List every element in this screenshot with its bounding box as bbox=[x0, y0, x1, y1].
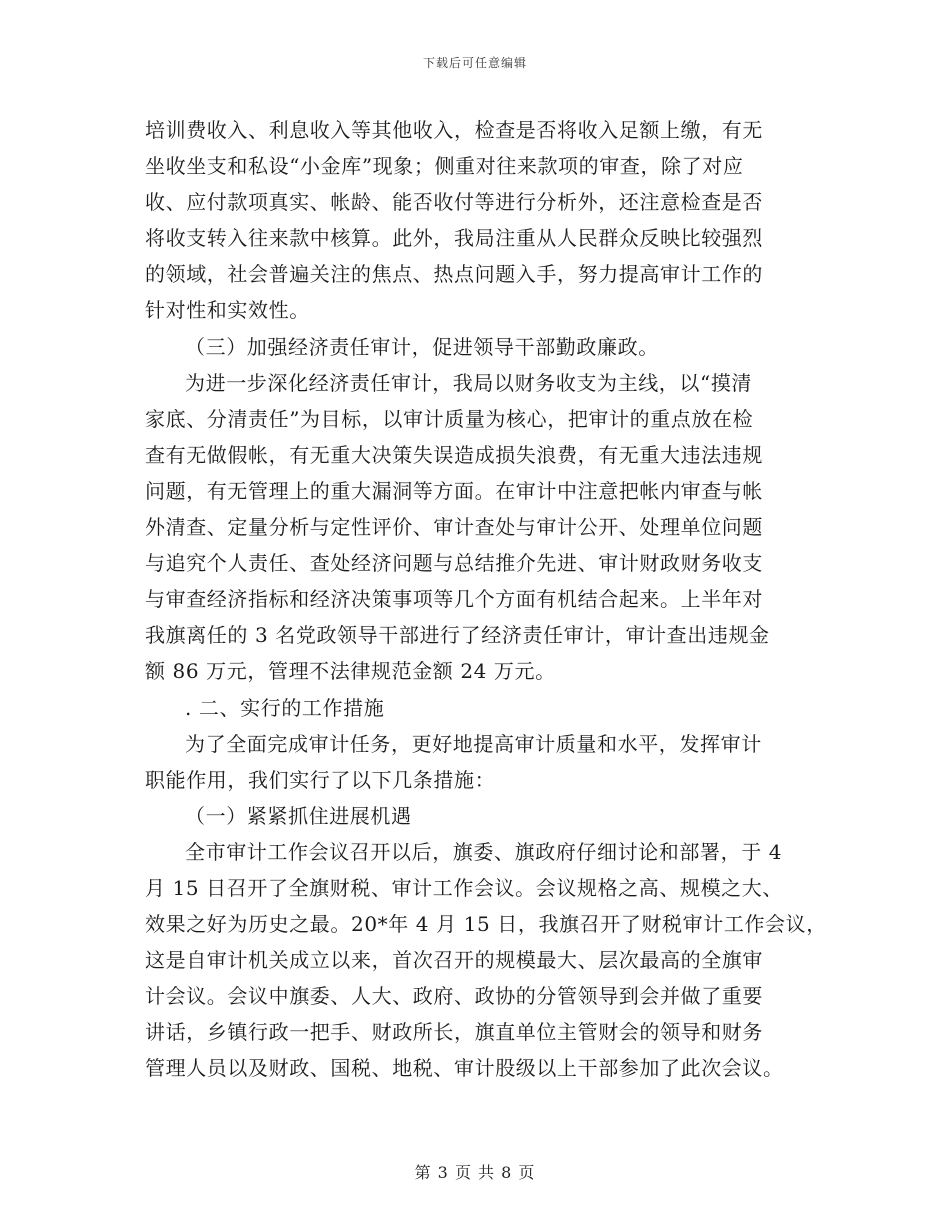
section-heading-2: . 二、实行的工作措施 bbox=[185, 695, 385, 720]
body-line: 针对性和实效性。 bbox=[145, 298, 310, 323]
body-line: 家底、分清责任”为目标，以审计质量为核心，把审计的重点放在检 bbox=[145, 406, 754, 431]
body-line: 职能作用，我们实行了以下几条措施： bbox=[145, 767, 496, 792]
subsection-heading-1: （一）紧紧抓住进展机遇 bbox=[185, 803, 412, 828]
body-line: 这是自审计机关成立以来，首次召开的规模最大、层次最高的全旗审 bbox=[145, 948, 763, 973]
document-body bbox=[145, 112, 825, 1087]
body-line: 与追究个人责任、查处经济问题与总结推介先进、审计财政财务收支 bbox=[145, 551, 763, 576]
body-line: 我旗离任的 3 名党政领导干部进行了经济责任审计，审计查出违规金 bbox=[145, 623, 770, 648]
body-line: 全市审计工作会议召开以后，旗委、旗政府仔细讨论和部署，于 4 bbox=[185, 839, 783, 864]
body-line: 效果之好为历史之最。20*年 4 月 15 日，我旗召开了财税审计工作会议， bbox=[145, 912, 827, 937]
body-line: 为进一步深化经济责任审计，我局以财务收支为主线，以“摸清 bbox=[185, 370, 753, 395]
body-line: 查有无做假帐，有无重大决策失误造成损失浪费，有无重大违法违规 bbox=[145, 442, 763, 467]
page-header-note: 下载后可任意编辑 bbox=[422, 56, 527, 70]
body-line: 外清查、定量分析与定性评价、审计查处与审计公开、处理单位问题 bbox=[145, 515, 763, 540]
body-line: 讲话，乡镇行政一把手、财政所长，旗直单位主管财会的领导和财务 bbox=[145, 1020, 763, 1045]
body-line: 计会议。会议中旗委、人大、政府、政协的分管领导到会并做了重要 bbox=[145, 984, 763, 1009]
body-line: 培训费收入、利息收入等其他收入，检查是否将收入足额上缴，有无 bbox=[145, 118, 763, 142]
body-line: 月 15 日召开了全旗财税、审计工作会议。会议规格之高、规模之大、 bbox=[145, 875, 783, 900]
body-line: 为了全面完成审计任务，更好地提高审计质量和水平，发挥审计 bbox=[185, 731, 762, 756]
body-line: 额 86 万元，管理不法律规范金额 24 万元。 bbox=[145, 659, 556, 684]
body-line: 与审查经济指标和经济决策事项等几个方面有机结合起来。上半年对 bbox=[145, 587, 763, 612]
body-line: 问题，有无管理上的重大漏洞等方面。在审计中注意把帐内审查与帐 bbox=[145, 478, 763, 503]
page-number: 第 3 页 共 8 页 bbox=[414, 1163, 536, 1182]
body-line: 的领域，社会普遍关注的焦点、热点问题入手，努力提高审计工作的 bbox=[145, 262, 763, 287]
body-line: 将收支转入往来款中核算。此外，我局注重从人民群众反映比较强烈 bbox=[145, 226, 763, 251]
body-line: 管理人员以及财政、国税、地税、审计股级以上干部参加了此次会议。 bbox=[145, 1056, 784, 1081]
body-line: 收、应付款项真实、帐龄、能否收付等进行分析外，还注意检查是否 bbox=[145, 190, 763, 215]
body-line: 坐收坐支和私设“小金库”现象；侧重对往来款项的审查，除了对应 bbox=[145, 154, 744, 179]
section-heading-3: （三）加强经济责任审计，促进领导干部勤政廉政。 bbox=[185, 334, 659, 359]
